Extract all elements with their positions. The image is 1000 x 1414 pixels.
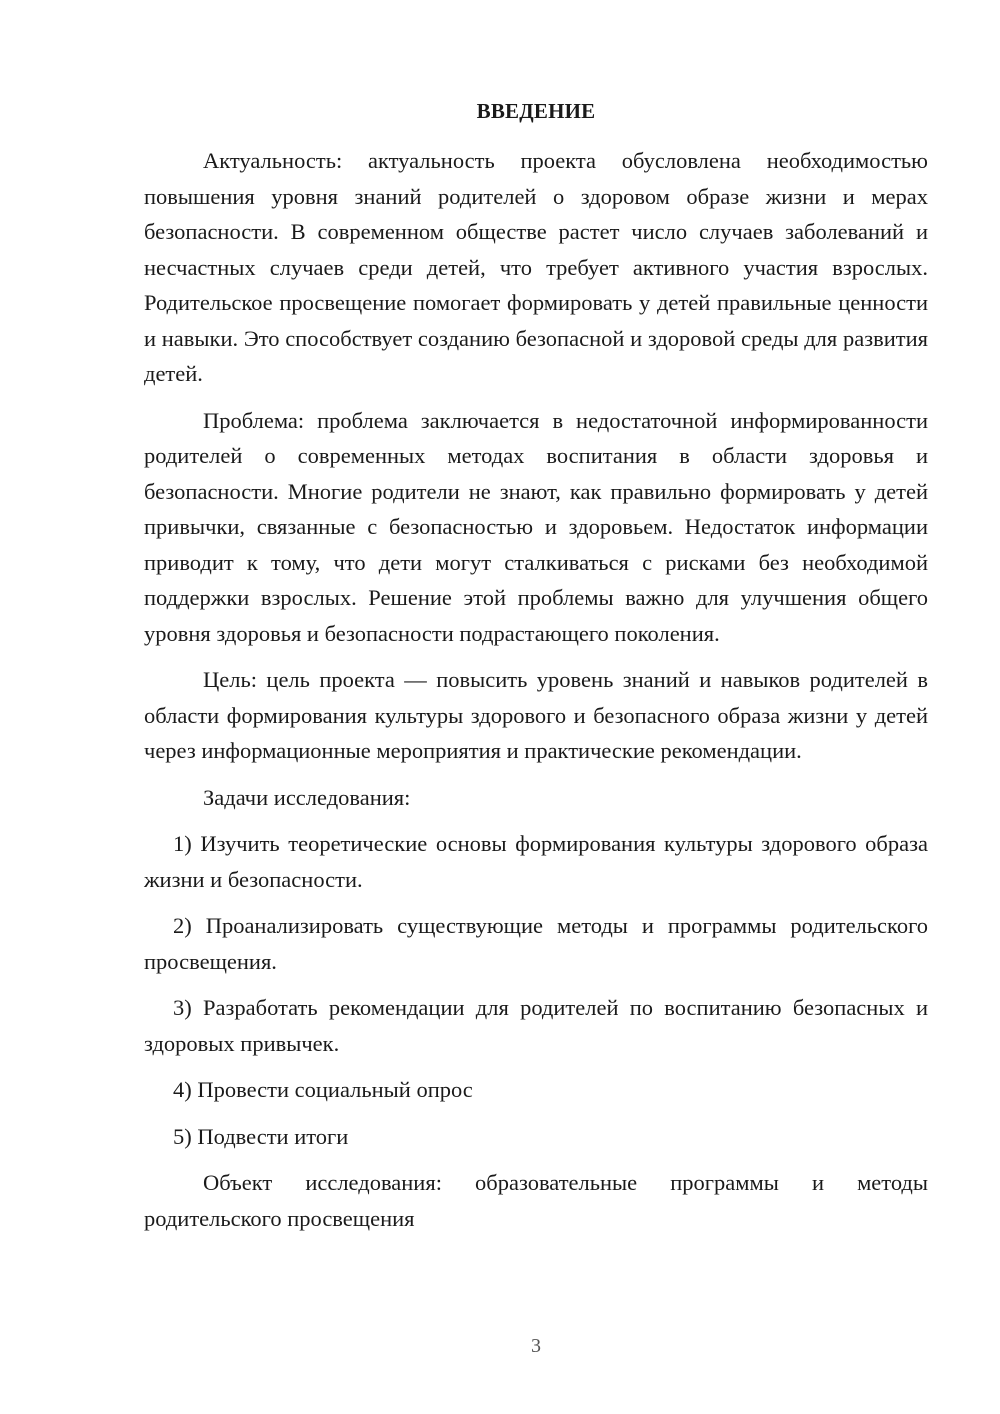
problem-paragraph: Проблема: проблема заключается в недостаточной информированности родителей о современных методах воспитания в области здоровья и безопасности. Многие родители не знают, как правильно формировать у детей привычки, связанные с безопасностью и здоровьем. Недостаток информации приводит к тому, что дети могут сталкиваться с рисками без необходимой поддержки взрослых. Решение этой проблемы важно для улучшения общего уровня здоровья и безопасности подрастающего поколения. bbox=[144, 407, 928, 646]
task-item-2: 2) Проанализировать существующие методы и программы родительского просвещения. bbox=[144, 913, 928, 974]
relevance-paragraph: Актуальность: актуальность проекта обусловлена необходимостью повышения уровня знаний родителей о здоровом образе жизни и мерах безопасности. В современном обществе растет число случаев заболеваний и несчастных случаев среди детей, что требует активного участия взрослых. Родительское просвещение помогает формировать у детей правильные ценности и навыки. Это способствует созданию безопасной и здоровой среды для развития детей. bbox=[144, 148, 928, 386]
tasks-heading: Задачи исследования: bbox=[203, 784, 411, 810]
page-title: ВВЕДЕНИЕ bbox=[476, 99, 596, 123]
task-item-1: 1) Изучить теоретические основы формирования культуры здорового образа жизни и безопасности. bbox=[144, 831, 928, 892]
task-item-3: 3) Разработать рекомендации для родителей по воспитанию безопасных и здоровых привычек. bbox=[144, 995, 928, 1056]
task-item-5: 5) Подвести итоги bbox=[173, 1123, 349, 1149]
goal-paragraph: Цель: цель проекта — повысить уровень знаний и навыков родителей в области формирования культуры здорового и безопасного образа жизни у детей через информационные мероприятия и практические рекомендации. bbox=[144, 667, 928, 763]
object-paragraph: Объект исследования: образовательные программы и методы родительского просвещения bbox=[144, 1170, 928, 1231]
document-body bbox=[144, 143, 928, 1236]
page-number: 3 bbox=[531, 1335, 541, 1357]
task-item-4: 4) Провести социальный опрос bbox=[173, 1077, 473, 1102]
